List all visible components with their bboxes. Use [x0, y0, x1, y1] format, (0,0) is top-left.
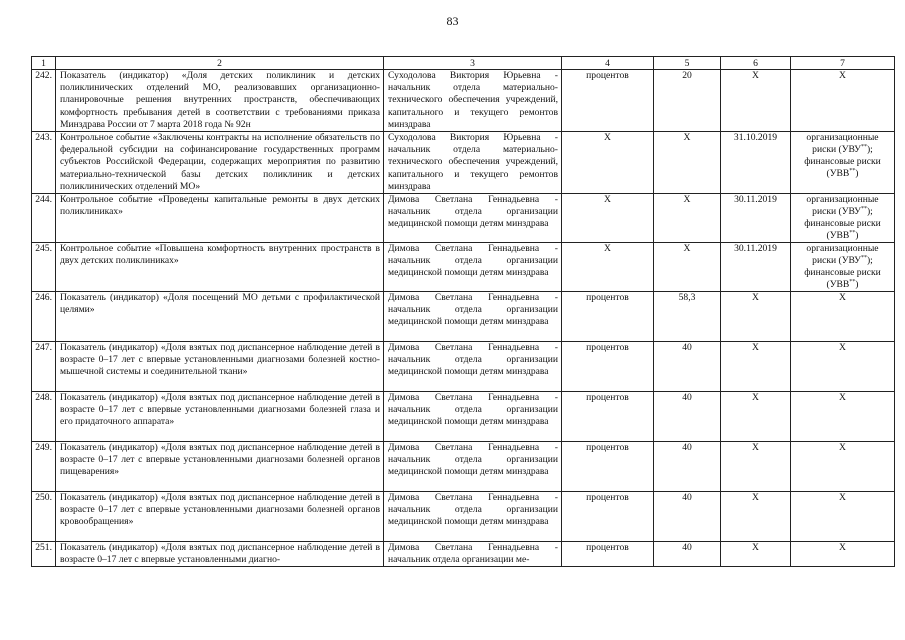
footnote-marker: ** — [860, 143, 867, 150]
row-number: 251. — [32, 542, 56, 567]
row-unit: процентов — [562, 392, 654, 442]
row-number: 248. — [32, 392, 56, 442]
row-responsible: Димова Светлана Геннадьевна - начальник отдела организации медицинской помощи детям минздрава — [384, 392, 562, 442]
table-row — [32, 492, 895, 542]
row-risk: X — [791, 442, 895, 492]
row-responsible: Димова Светлана Геннадьевна - начальник отдела организации медицинской помощи детям минздрава — [384, 243, 562, 292]
plan-table — [31, 56, 895, 567]
row-description: Показатель (индикатор) «Доля детских поликлиник и детских поликлинических отделений МО, реализовавших организационно-планировочные решения внутренних пространств, обеспечивающих комфортность пребывания детей в соответствии с требованиями приказа Минздрава России от 7 марта 2018 года № 92н — [56, 70, 384, 132]
row-date: 30.11.2019 — [721, 194, 791, 243]
row-date: X — [721, 342, 791, 392]
row-responsible: Суходолова Виктория Юрьевна - начальник отдела материально-технического обеспечения учреждений, капитального и текущего ремонтов минздрава — [384, 70, 562, 132]
row-responsible: Димова Светлана Геннадьевна - начальник отдела организации медицинской помощи детям минздрава — [384, 342, 562, 392]
row-number: 246. — [32, 292, 56, 342]
row-date: 30.11.2019 — [721, 243, 791, 292]
row-unit: X — [562, 194, 654, 243]
row-unit: процентов — [562, 542, 654, 567]
row-description — [56, 542, 384, 567]
row-responsible: Димова Светлана Геннадьевна - начальник отдела организации медицинской помощи детям минздрава — [384, 194, 562, 243]
footnote-marker: ** — [849, 229, 856, 236]
table-row — [32, 70, 895, 132]
footnote-marker: ** — [849, 167, 856, 174]
row-description: Контрольное событие «Проведены капитальные ремонты в двух детских поликлиниках» — [56, 194, 384, 243]
row-value: X — [654, 243, 721, 292]
row-risk: X — [791, 342, 895, 392]
table-row — [32, 392, 895, 442]
row-value: 40 — [654, 442, 721, 492]
row-number: 247. — [32, 342, 56, 392]
footnote-marker: ** — [860, 254, 867, 261]
table-row — [32, 442, 895, 492]
column-number: 2 — [56, 57, 384, 70]
row-responsible — [384, 542, 562, 567]
row-number: 249. — [32, 442, 56, 492]
row-value: 40 — [654, 342, 721, 392]
row-risk: организационные риски (УВУ**); финансовые риски (УВВ**) — [791, 243, 895, 292]
row-date: 31.10.2019 — [721, 132, 791, 194]
footnote-marker: ** — [860, 205, 867, 212]
row-responsible-text: Димова Светлана Геннадьевна - начальник отдела организации ме- — [388, 542, 558, 566]
row-risk: X — [791, 70, 895, 132]
row-date: X — [721, 70, 791, 132]
row-risk: организационные риски (УВУ**); финансовые риски (УВВ**) — [791, 132, 895, 194]
row-date: X — [721, 292, 791, 342]
row-risk: организационные риски (УВУ**); финансовые риски (УВВ**) — [791, 194, 895, 243]
row-responsible: Димова Светлана Геннадьевна - начальник отдела организации медицинской помощи детям минздрава — [384, 442, 562, 492]
row-description-text: Показатель (индикатор) «Доля взятых под диспансерное наблюдение детей в возрасте 0–17 лет с впервые установленными диагно- — [60, 542, 380, 566]
row-number: 244. — [32, 194, 56, 243]
column-number: 4 — [562, 57, 654, 70]
row-date: X — [721, 392, 791, 442]
column-number: 6 — [721, 57, 791, 70]
table-row — [32, 542, 895, 567]
row-number: 250. — [32, 492, 56, 542]
row-value: X — [654, 132, 721, 194]
row-unit: процентов — [562, 70, 654, 132]
column-number-row — [32, 57, 895, 70]
table-row — [32, 132, 895, 194]
page-number: 83 — [446, 14, 459, 28]
row-description: Контрольное событие «Заключены контракты на исполнение обязательств по федеральной субсидии на софинансирование государственных программ субъектов Российской Федерации, содержащих мероприятия по развитию материально-технической базы детских поликлиник и детских поликлинических отделений МО» — [56, 132, 384, 194]
row-value: X — [654, 194, 721, 243]
row-number: 243. — [32, 132, 56, 194]
row-risk: X — [791, 392, 895, 442]
row-responsible: Димова Светлана Геннадьевна - начальник отдела организации медицинской помощи детям минздрава — [384, 492, 562, 542]
table-row — [32, 243, 895, 292]
table-row — [32, 194, 895, 243]
row-risk: X — [791, 292, 895, 342]
row-value: 40 — [654, 392, 721, 442]
row-description: Показатель (индикатор) «Доля взятых под диспансерное наблюдение детей в возрасте 0–17 лет с впервые установленными диагнозами болезней глаза и его придаточного аппарата» — [56, 392, 384, 442]
column-number: 3 — [384, 57, 562, 70]
row-number: 245. — [32, 243, 56, 292]
row-value: 58,3 — [654, 292, 721, 342]
row-unit: процентов — [562, 492, 654, 542]
row-value: 20 — [654, 70, 721, 132]
row-responsible: Димова Светлана Геннадьевна - начальник отдела организации медицинской помощи детям минздрава — [384, 292, 562, 342]
row-risk: X — [791, 492, 895, 542]
column-number: 7 — [791, 57, 895, 70]
row-unit: процентов — [562, 292, 654, 342]
row-unit: процентов — [562, 442, 654, 492]
row-date: X — [721, 492, 791, 542]
table-row — [32, 292, 895, 342]
column-number: 5 — [654, 57, 721, 70]
row-value: 40 — [654, 542, 721, 567]
column-number: 1 — [32, 57, 56, 70]
row-date: X — [721, 542, 791, 567]
row-unit: X — [562, 243, 654, 292]
table-row — [32, 342, 895, 392]
row-description: Контрольное событие «Повышена комфортность внутренних пространств в двух детских поликлиниках» — [56, 243, 384, 292]
row-description: Показатель (индикатор) «Доля взятых под диспансерное наблюдение детей в возрасте 0–17 лет с впервые установленными диагнозами болезней органов пищеварения» — [56, 442, 384, 492]
row-number: 242. — [32, 70, 56, 132]
row-unit: X — [562, 132, 654, 194]
row-date: X — [721, 442, 791, 492]
row-value: 40 — [654, 492, 721, 542]
footnote-marker: ** — [849, 278, 856, 285]
row-risk: X — [791, 542, 895, 567]
row-description: Показатель (индикатор) «Доля взятых под диспансерное наблюдение детей в возрасте 0–17 лет с впервые установленными диагнозами болезней костно-мышечной системы и соединительной ткани» — [56, 342, 384, 392]
row-description: Показатель (индикатор) «Доля посещений МО детьми с профилактической целями» — [56, 292, 384, 342]
row-unit: процентов — [562, 342, 654, 392]
row-description: Показатель (индикатор) «Доля взятых под диспансерное наблюдение детей в возрасте 0–17 лет с впервые установленными диагнозами болезней органов кровообращения» — [56, 492, 384, 542]
row-responsible: Суходолова Виктория Юрьевна - начальник отдела материально-технического обеспечения учреждений, капитального и текущего ремонтов минздрава — [384, 132, 562, 194]
